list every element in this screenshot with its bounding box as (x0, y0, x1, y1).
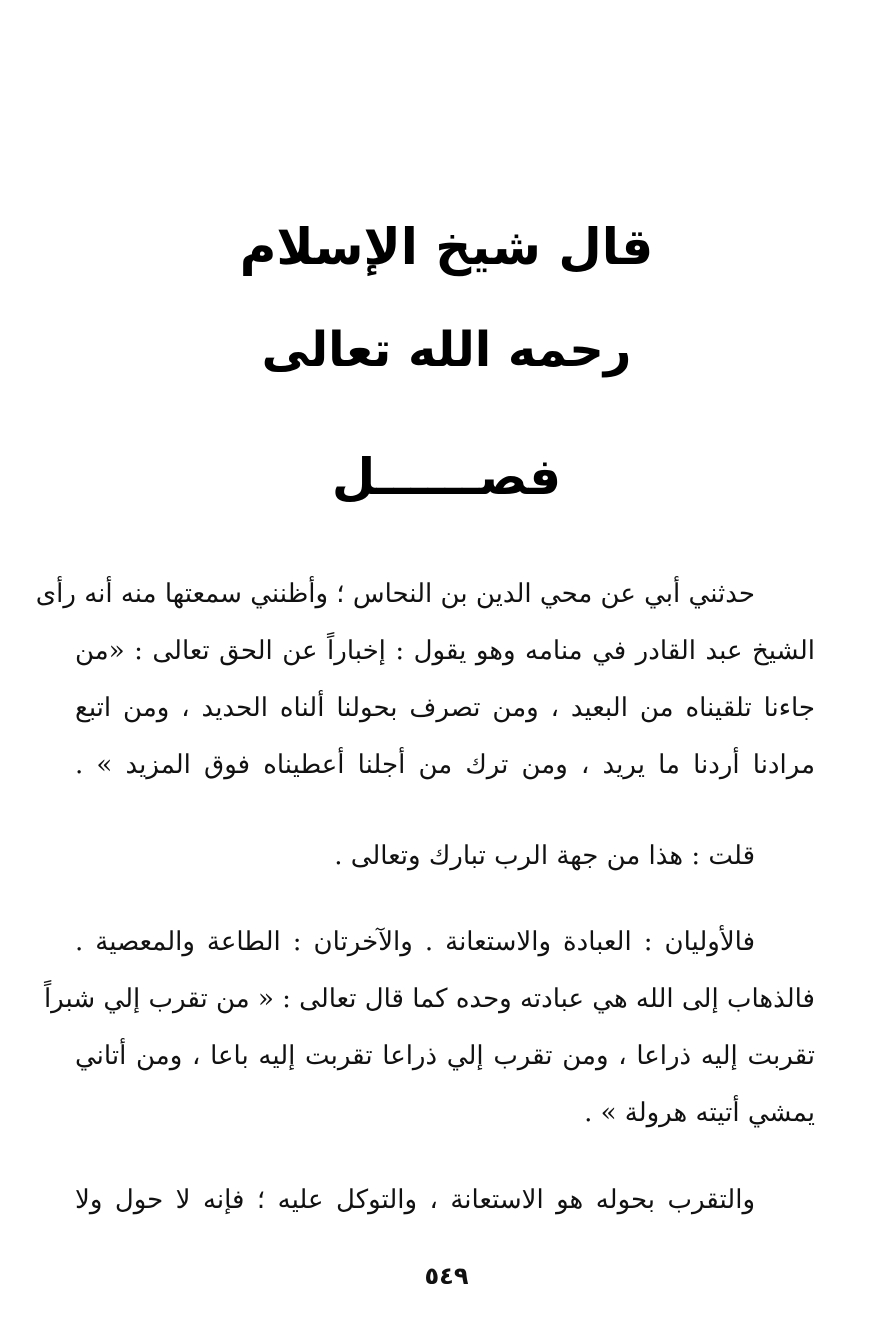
paragraph-4 (75, 1172, 815, 1229)
paragraph-line: تقربت إليه ذراعا ، ومن تقرب إلي ذراعا تقربت إليه باعا ، ومن أتاني (75, 1041, 815, 1071)
paragraph-line: يمشي أتيته هرولة » . (584, 1098, 815, 1128)
paragraph-1 (35, 566, 815, 794)
paragraph-line: الشيخ عبد القادر في منامه وهو يقول : إخباراً عن الحق تعالى : «من (75, 636, 815, 666)
paragraph-line: فالذهاب إلى الله هي عبادته وحده كما قال تعالى : « من تقرب إلي شبراً (43, 984, 815, 1014)
paragraph-2 (75, 828, 815, 885)
paragraph-line: مرادنا أردنا ما يريد ، ومن ترك من أجلنا أعطيناه فوق المزيد » . (75, 750, 815, 780)
heading-rahimahullah: رحمه الله تعالى (261, 322, 632, 378)
paragraph-line: قلت : هذا من جهة الرب تبارك وتعالى . (334, 841, 755, 871)
paragraph-3 (43, 914, 815, 1142)
section-title: فصــــــل (331, 448, 562, 506)
page-number: ٥٤٩ (424, 1262, 469, 1290)
heading-sheikh-al-islam: قال شيخ الإسلام (239, 218, 654, 276)
paragraph-line: فالأوليان : العبادة والاستعانة . والآخرتان : الطاعة والمعصية . (75, 927, 755, 957)
paragraph-line: والتقرب بحوله هو الاستعانة ، والتوكل عليه ؛ فإنه لا حول ولا (75, 1185, 755, 1215)
paragraph-line: جاءنا تلقيناه من البعيد ، ومن تصرف بحولنا ألناه الحديد ، ومن اتبع (75, 693, 815, 723)
paragraph-line: حدثني أبي عن محي الدين بن النحاس ؛ وأظنني سمعتها منه أنه رأى (35, 579, 755, 609)
